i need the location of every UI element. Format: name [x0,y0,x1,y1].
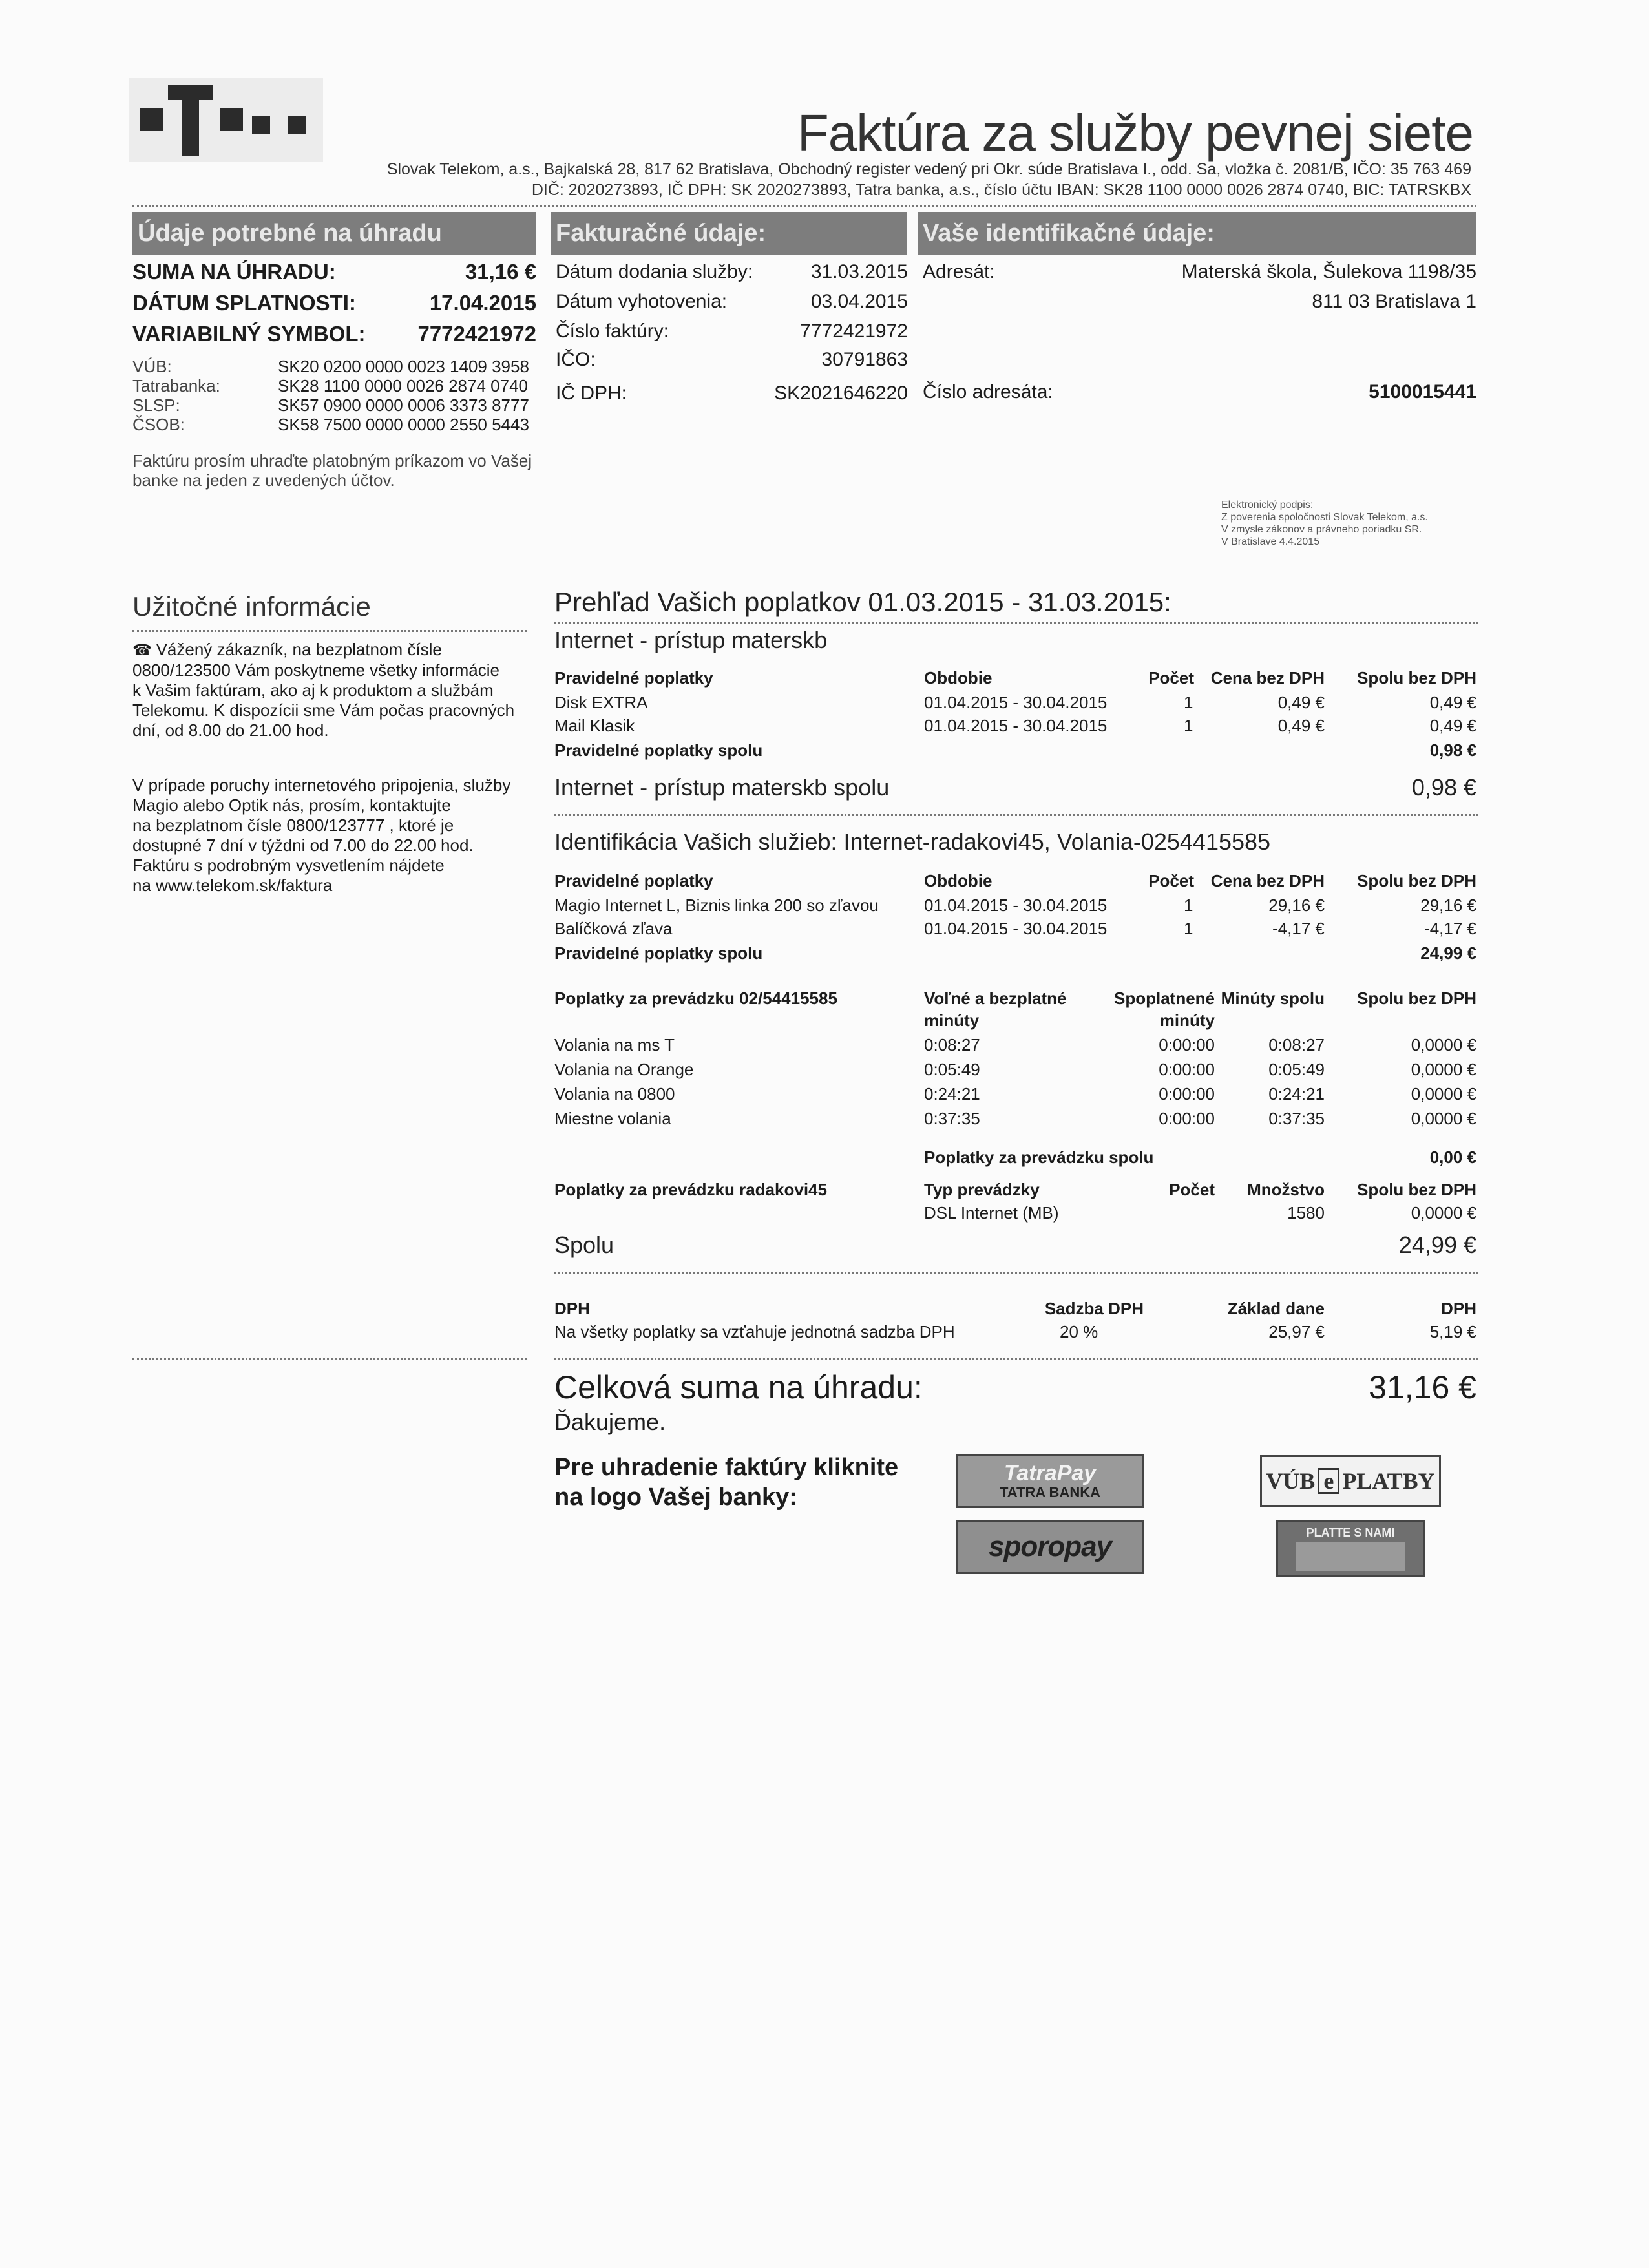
ident-header: Vaše identifikačné údaje: [918,212,1476,255]
row-type: DSL Internet (MB) [924,1203,1059,1223]
row-period: 01.04.2015 - 30.04.2015 [924,919,1108,938]
vub-eplatby-button[interactable] [1260,1455,1441,1507]
col-count: Počet [1148,668,1194,688]
invoice-title: Faktúra za služby pevnej siete [797,104,1473,162]
row-total: 0,0000 € [1411,1084,1476,1104]
row-name: Miestne volania [554,1109,671,1128]
icdph-label: IČ DPH: [556,383,627,404]
bank-cta-line2: na logo Vašej banky: [554,1484,797,1511]
traffic2-label: Poplatky za prevádzku radakovi45 [554,1180,827,1199]
csob-logo-icon [1296,1542,1405,1571]
row-name: Magio Internet L, Biznis linka 200 so zľavou [554,896,879,915]
useful-info-paragraph1 [132,640,527,740]
sum-value: 31,16 € [465,260,536,284]
vat-label: DPH [554,1299,590,1318]
row-count: 1 [1184,896,1193,915]
electronic-signature [1221,499,1493,548]
useful-info-paragraph2 [132,775,527,896]
vs-value: 7772421972 [417,322,536,346]
bank-slsp-iban: SK57 0900 0000 0006 3373 8777 [278,395,529,415]
row-total: 0,49 € [1429,716,1476,735]
row-paid: 0:00:00 [1159,1084,1215,1104]
col-paid-minutes-2: minúty [1159,1011,1215,1030]
overview-divider [554,622,1478,624]
bank-csob-name: ČSOB: [132,415,185,434]
payment-header: Údaje potrebné na úhradu [132,212,536,255]
col-regular: Pravidelné poplatky [554,668,713,688]
row-free: 0:37:35 [924,1109,980,1128]
useful-info-divider [132,630,527,632]
ident-regular-sum: 24,99 € [1420,943,1476,963]
row-price: -4,17 € [1272,919,1325,938]
payment-note-line2: banke na jeden z uvedených účtov. [132,470,395,490]
row-count: 1 [1184,716,1193,735]
row-minutes: 0:05:49 [1268,1060,1325,1079]
ident-section-title: Identifikácia Vašich služieb: Internet-radakovi45, Volania-0254415585 [554,828,1271,855]
section-divider [554,1272,1478,1274]
row-period: 01.04.2015 - 30.04.2015 [924,716,1108,735]
internet-section-title: Internet - prístup materskb [554,627,828,653]
spolu-label: Spolu [554,1232,614,1258]
row-total: 0,49 € [1429,693,1476,712]
row-price: 0,49 € [1277,693,1325,712]
useful-p1-line: k Vašim faktúram, ako aj k produktom a službám [132,680,494,700]
row-name: Volania na Orange [554,1060,694,1079]
due-value: 17.04.2015 [429,291,536,315]
addressee-number-value: 5100015441 [1369,381,1476,403]
row-period: 01.04.2015 - 30.04.2015 [924,896,1108,915]
col-period: Obdobie [924,668,993,688]
row-total: -4,17 € [1424,919,1476,938]
col-total: Spolu bez DPH [1357,871,1476,890]
col-total: Spolu bez DPH [1357,989,1476,1008]
row-price: 29,16 € [1268,896,1325,915]
bank-cta-line1: Pre uhradenie faktúry kliknite [554,1454,899,1481]
header-divider [132,205,1476,207]
csob-logo-text: PLATTE S NAMI [1306,1526,1395,1539]
invoice-number-label: Číslo faktúry: [556,320,669,342]
row-free: 0:08:27 [924,1035,980,1055]
bank-tatra-name: Tatrabanka: [132,376,220,395]
internet-sum-value: 0,98 € [1411,774,1476,801]
company-info-line2: DIČ: 2020273893, IČ DPH: SK 2020273893, Tatra banka, a.s., číslo účtu IBAN: SK28 1100 0000 0026 2874 0740, BIC: TATRSKBX [531,181,1471,199]
sporopay-button[interactable] [956,1520,1144,1574]
vub-logo-text-a: VÚB [1266,1468,1316,1494]
vat-base: 25,97 € [1268,1322,1325,1341]
tatrapay-button[interactable] [956,1454,1144,1508]
col-paid-minutes-1: Spoplatnené [1113,989,1215,1008]
row-minutes: 0:08:27 [1268,1035,1325,1055]
issue-date-value: 03.04.2015 [810,291,908,312]
company-info-line1: Slovak Telekom, a.s., Bajkalská 28, 817 62 Bratislava, Obchodný register vedený pri Okr. súde Bratislava I., odd. Sa, vložka č. 2081/B, IČO: 35 763 469 [386,160,1471,178]
traffic-sum-value: 0,00 € [1429,1148,1476,1167]
row-total: 0,0000 € [1411,1060,1476,1079]
vat-value: 5,19 € [1429,1322,1476,1341]
col-period: Obdobie [924,871,993,890]
traffic-label: Poplatky za prevádzku 02/54415585 [554,989,837,1008]
useful-p2-line: na www.telekom.sk/faktura [132,876,333,895]
issue-date-label: Dátum vyhotovenia: [556,291,728,312]
row-count: 1 [1184,693,1193,712]
row-name: Disk EXTRA [554,693,648,712]
col-price: Cena bez DPH [1210,871,1325,890]
useful-info-title: Užitočné informácie [132,591,371,622]
spolu-value: 24,99 € [1398,1232,1476,1258]
overview-title: Prehľad Vašich poplatkov 01.03.2015 - 31.03.2015: [554,587,1171,617]
col-total: Spolu bez DPH [1357,1180,1476,1199]
grand-total-label: Celková suma na úhradu: [554,1369,923,1405]
col-count: Počet [1148,871,1194,890]
row-amount: 1580 [1287,1203,1325,1223]
invoice-header: Fakturačné údaje: [551,212,907,255]
row-free: 0:24:21 [924,1084,980,1104]
col-free-minutes-2: minúty [924,1011,980,1030]
due-label: DÁTUM SPLATNOSTI: [132,291,356,315]
internet-sum-label: Internet - prístup materskb spolu [554,774,890,801]
invoice-number-value: 7772421972 [800,320,908,342]
vub-logo-text-b: PLATBY [1342,1468,1435,1494]
regular-sum-label: Pravidelné poplatky spolu [554,740,763,760]
useful-p1-line: Vážený zákazník, na bezplatnom čísle [156,640,442,659]
traffic-sum-label: Poplatky za prevádzku spolu [924,1148,1154,1167]
col-type: Typ prevádzky [924,1180,1040,1199]
row-free: 0:05:49 [924,1060,980,1079]
col-amount: Množstvo [1247,1180,1325,1199]
row-paid: 0:00:00 [1159,1109,1215,1128]
vub-logo-text-e: e [1318,1468,1339,1494]
useful-p1-line: 0800/123500 Vám poskytneme všetky informácie [132,660,499,680]
bank-csob-iban: SK58 7500 0000 0000 2550 5443 [278,415,529,434]
delivery-date-label: Dátum dodania služby: [556,261,753,282]
left-divider [132,1358,527,1360]
row-minutes: 0:24:21 [1268,1084,1325,1104]
addressee-line1: Materská škola, Šulekova 1198/35 [1181,261,1476,282]
useful-p2-line: Faktúru s podrobným vysvetlením nájdete [132,856,445,875]
grand-total-value: 31,16 € [1369,1369,1476,1405]
row-name: Balíčková zľava [554,919,673,938]
addressee-label: Adresát: [923,261,995,282]
vat-col-vat: DPH [1441,1299,1476,1318]
row-minutes: 0:37:35 [1268,1109,1325,1128]
addressee-number-label: Číslo adresáta: [923,381,1053,403]
useful-p1-line: Telekomu. K dispozícii sme Vám počas pracovných [132,700,515,720]
internet-regular-sum: 0,98 € [1429,740,1476,760]
bank-slsp-name: SLSP: [132,395,180,415]
signature-line: V Bratislave 4.4.2015 [1221,536,1320,547]
row-period: 01.04.2015 - 30.04.2015 [924,693,1108,712]
col-price: Cena bez DPH [1210,668,1325,688]
vs-label: VARIABILNÝ SYMBOL: [132,322,366,346]
vat-col-base: Základ dane [1227,1299,1325,1318]
delivery-date-value: 31.03.2015 [810,261,908,282]
row-paid: 0:00:00 [1159,1035,1215,1055]
col-total: Spolu bez DPH [1357,668,1476,688]
row-name: Volania na ms T [554,1035,675,1055]
payment-note-line1: Faktúru prosím uhraďte platobným príkazom vo Vašej [132,451,532,470]
useful-p2-line: dostupné 7 dní v týždni od 7.00 do 22.00 hod. [132,835,474,855]
signature-line: V zmysle zákonov a právneho poriadku SR. [1221,524,1422,535]
col-count: Počet [1169,1180,1215,1199]
row-total: 0,0000 € [1411,1109,1476,1128]
tatrapay-logo-text: TatraPay [1003,1461,1097,1486]
useful-p2-line: Magio alebo Optik nás, prosím, kontaktujte [132,795,451,815]
signature-line: Z poverenia spoločnosti Slovak Telekom, a.s. [1221,512,1428,523]
row-total: 0,0000 € [1411,1035,1476,1055]
phone-icon: ☎ [132,642,156,659]
vat-row-label: Na všetky poplatky sa vzťahuje jednotná sadzba DPH [554,1322,955,1341]
signature-line: Elektronický podpis: [1221,499,1314,510]
telekom-logo [129,72,323,169]
sporopay-logo-text: sporopay [988,1531,1112,1562]
row-count: 1 [1184,919,1193,938]
section-divider [554,814,1478,816]
col-minutes-total: Minúty spolu [1221,989,1325,1008]
thanks-text: Ďakujeme. [554,1409,666,1435]
col-regular: Pravidelné poplatky [554,871,713,890]
useful-p2-line: na bezplatnom čísle 0800/123777 , ktoré je [132,815,454,835]
bank-vub-name: VÚB: [132,357,172,376]
total-divider [554,1358,1478,1360]
vat-rate: 20 % [1060,1322,1098,1341]
addressee-line2: 811 03 Bratislava 1 [1312,291,1476,312]
bank-vub-iban: SK20 0200 0000 0023 1409 3958 [278,357,529,376]
row-total: 0,0000 € [1411,1203,1476,1223]
row-name: Volania na 0800 [554,1084,675,1104]
ico-value: 30791863 [821,349,908,370]
row-paid: 0:00:00 [1159,1060,1215,1079]
row-name: Mail Klasik [554,716,635,735]
sum-label: SUMA NA ÚHRADU: [132,260,336,284]
bank-tatra-iban: SK28 1100 0000 0026 2874 0740 [278,376,528,395]
useful-p2-line: V prípade poruchy internetového pripojenia, služby [132,775,511,795]
ico-label: IČO: [556,349,596,370]
row-price: 0,49 € [1277,716,1325,735]
useful-p1-line: dní, od 8.00 do 21.00 hod. [132,720,329,740]
row-total: 29,16 € [1420,896,1476,915]
vat-col-rate: Sadzba DPH [1044,1299,1144,1318]
tatrapay-logo-subtext: TATRA BANKA [999,1484,1100,1500]
icdph-value: SK2021646220 [774,383,908,404]
regular-sum-label: Pravidelné poplatky spolu [554,943,763,963]
csob-platte-s-nami-button[interactable] [1276,1520,1425,1577]
col-free-minutes-1: Voľné a bezplatné [924,989,1067,1008]
